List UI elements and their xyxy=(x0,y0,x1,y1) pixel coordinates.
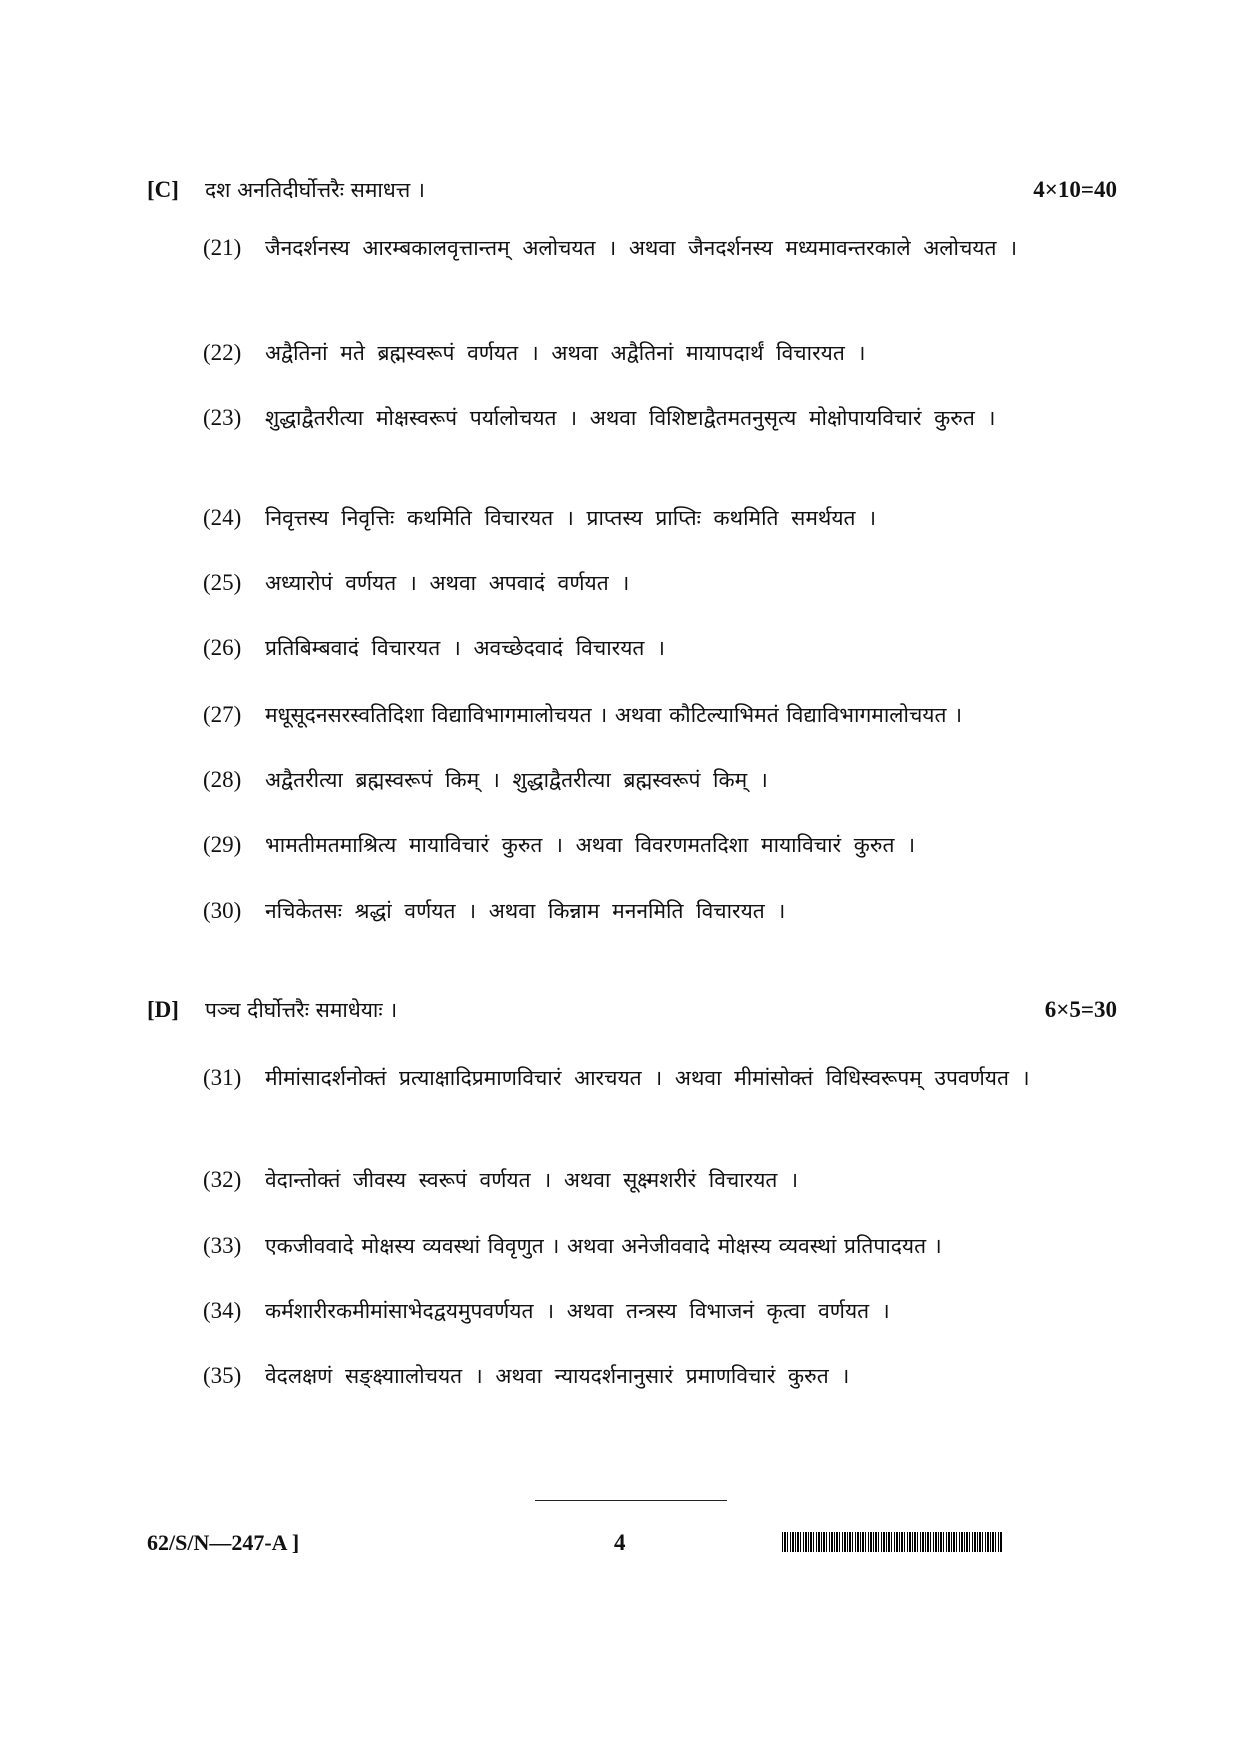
question-34 xyxy=(203,1293,1063,1329)
question-25 xyxy=(203,565,1063,601)
paper-code: 62/S/N—247-A ] xyxy=(147,1530,300,1555)
question-text: भामतीमतमाश्रित्य मायाविचारं कुरुत । अथवा विवरणमतदिशा मायाविचारं कुरुत । xyxy=(265,833,916,857)
question-number: (23) xyxy=(203,405,242,430)
section-c-marks: 4×10=40 xyxy=(1033,177,1117,202)
question-number: (25) xyxy=(203,570,242,595)
question-text: अद्वैतिनां मते ब्रह्मस्वरूपं वर्णयत । अथवा अद्वैतिनां मायापदार्थं विचारयत । xyxy=(265,341,866,365)
question-text: एकजीववादे मोक्षस्य व्यवस्थां विवृणुत । अथवा अनेजीववादे मोक्षस्य व्यवस्थां प्रतिपादयत । xyxy=(265,1234,942,1258)
footer-divider xyxy=(535,1500,727,1501)
question-29 xyxy=(203,827,1063,863)
question-number: (27) xyxy=(203,702,242,727)
barcode xyxy=(782,1532,1002,1552)
page-number: 4 xyxy=(614,1530,626,1555)
question-number: (29) xyxy=(203,832,242,857)
question-text: नचिकेतसः श्रद्धां वर्णयत । अथवा किन्नाम मननमिति विचारयत । xyxy=(265,899,786,923)
question-text: शुद्धाद्वैतरीत्या मोक्षस्वरूपं पर्यालोचयत । अथवा विशिष्टाद्वैतमतनुसृत्य मोक्षोपायविचारं कुरुत । xyxy=(265,406,996,430)
question-number: (22) xyxy=(203,340,242,365)
question-number: (21) xyxy=(203,235,242,260)
question-24 xyxy=(203,500,1063,536)
question-31 xyxy=(203,1060,1063,1096)
question-text: निवृत्तस्य निवृत्तिः कथमिति विचारयत । प्राप्तस्य प्राप्तिः कथमिति समर्थयत । xyxy=(265,506,877,530)
question-number: (24) xyxy=(203,505,242,530)
question-number: (28) xyxy=(203,767,242,792)
question-text: जैनदर्शनस्य आरम्बकालवृत्तान्तम् अलोचयत । अथवा जैनदर्शनस्य मध्यमावन्तरकाले अलोचयत । xyxy=(265,236,1018,260)
question-22 xyxy=(203,335,1063,371)
question-text: कर्मशारीरकमीमांसाभेदद्वयमुपवर्णयत । अथवा तन्त्रस्य विभाजनं कृत्वा वर्णयत । xyxy=(265,1299,890,1323)
question-21 xyxy=(203,230,1063,266)
section-d-instruction: पञ्च दीर्घोत्तरैः समाधेयाः । xyxy=(205,998,398,1022)
question-number: (35) xyxy=(203,1363,242,1388)
question-number: (33) xyxy=(203,1233,242,1258)
section-d-marks: 6×5=30 xyxy=(1044,997,1117,1022)
question-text: अध्यारोपं वर्णयत । अथवा अपवादं वर्णयत । xyxy=(265,571,630,595)
question-28 xyxy=(203,762,1063,798)
section-c-header xyxy=(147,170,1117,210)
question-27 xyxy=(203,697,1063,733)
section-c-instruction: दश अनतिदीर्घोत्तरैः समाधत्त । xyxy=(205,178,425,202)
question-text: मीमांसादर्शनोक्तं प्रत्याक्षादिप्रमाणविचारं आरचयत । अथवा मीमांसोक्तं विधिस्वरूपम् उपवर्णयत । xyxy=(265,1066,1030,1090)
question-26 xyxy=(203,630,1063,666)
question-35 xyxy=(203,1358,1063,1394)
question-33 xyxy=(203,1228,1063,1264)
question-number: (32) xyxy=(203,1167,242,1192)
question-number: (26) xyxy=(203,635,242,660)
question-text: वेदान्तोक्तं जीवस्य स्वरूपं वर्णयत । अथवा सूक्ष्मशरीरं विचारयत । xyxy=(265,1168,799,1192)
question-number: (30) xyxy=(203,898,242,923)
question-text: प्रतिबिम्बवादं विचारयत । अवच्छेदवादं विचारयत । xyxy=(265,636,666,660)
question-23 xyxy=(203,400,1063,436)
section-c-label: [C] xyxy=(147,177,179,202)
section-d-label: [D] xyxy=(147,997,179,1022)
question-text: वेदलक्षणं सङ्क्ष्याालोचयत । अथवा न्यायदर्शनानुसारं प्रमाणविचारं कुरुत । xyxy=(265,1364,850,1388)
question-30 xyxy=(203,893,1063,929)
question-text: मधूसूदनसरस्वतिदिशा विद्याविभागमालोचयत । अथवा कौटिल्याभिमतं विद्याविभागमालोचयत । xyxy=(265,703,963,727)
question-text: अद्वैतरीत्या ब्रह्मस्वरूपं किम् । शुद्धाद्वैतरीत्या ब्रह्मस्वरूपं किम् । xyxy=(265,768,768,792)
question-number: (31) xyxy=(203,1065,242,1090)
section-d-header xyxy=(147,990,1117,1030)
question-32 xyxy=(203,1162,1063,1198)
question-number: (34) xyxy=(203,1298,242,1323)
